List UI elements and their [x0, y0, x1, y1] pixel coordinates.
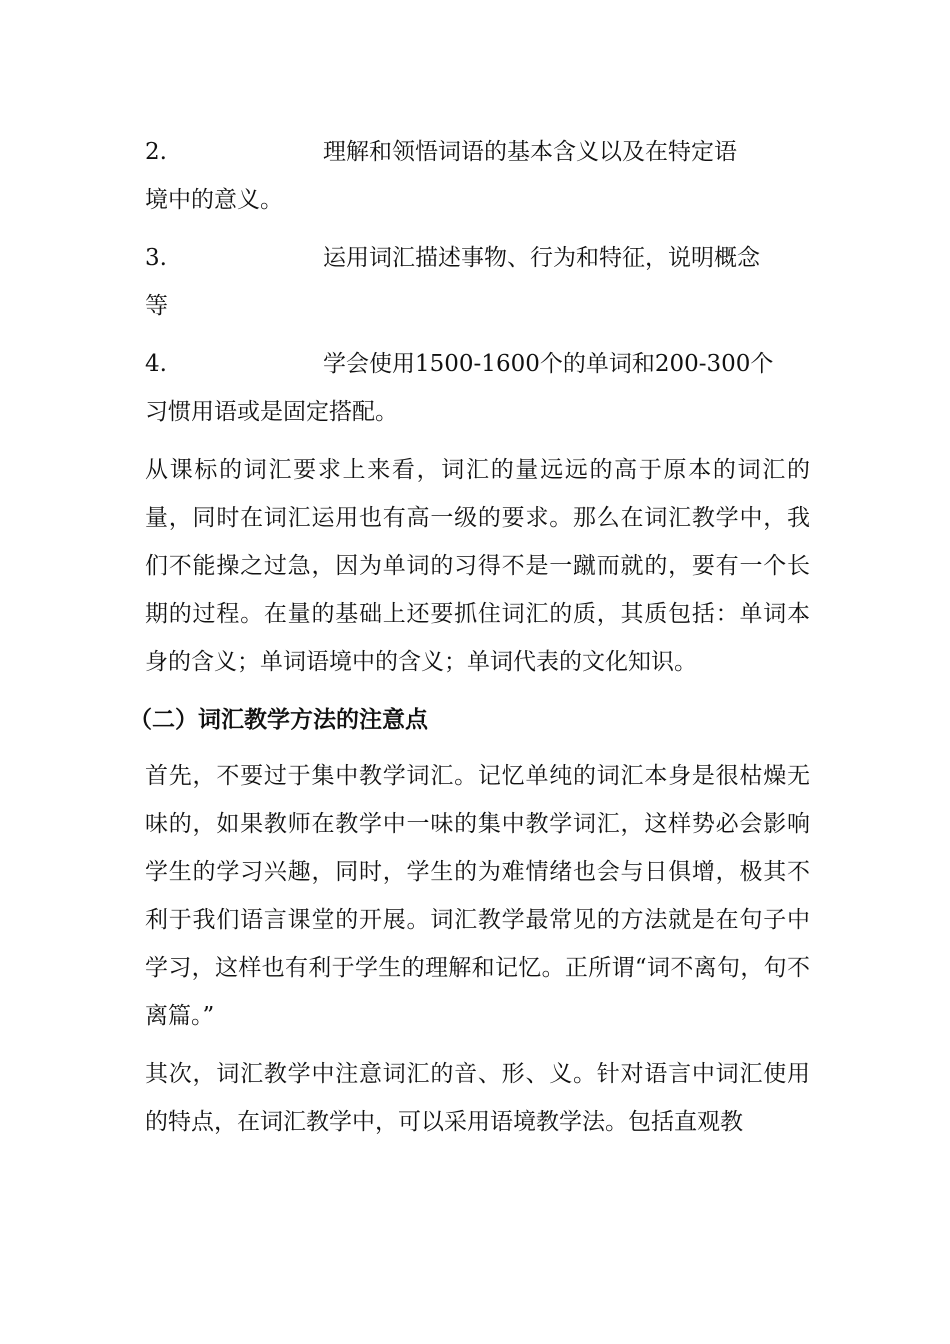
list-item-4 — [145, 340, 810, 436]
list-number: 3. — [145, 245, 167, 271]
paragraph-second-point: 其次，词汇教学中注意词汇的音、形、义。针对语言中词汇使用的特点，在词汇教学中，可以采用语境教学法。包括直观教 — [145, 1061, 810, 1135]
list-text-continuation: 等 — [145, 293, 168, 319]
paragraph-first-point: 首先，不要过于集中教学词汇。记忆单纯的词汇本身是很枯燥无味的，如果教师在教学中一味的集中教学词汇，这样势必会影响学生的学习兴趣，同时，学生的为难情绪也会与日俱增，极其不利于我们语言课堂的开展。词汇教学最常见的方法就是在句子中学习，这样也有利于学生的理解和记忆。正所谓“词不离句，句不离篇。” — [145, 763, 810, 1029]
list-text: 运用词汇描述事物、行为和特征，说明概念 — [323, 245, 760, 271]
list-text-continuation: 习惯用语或是固定搭配。 — [145, 399, 398, 425]
list-text: 理解和领悟词语的基本含义以及在特定语 — [323, 139, 737, 165]
list-number: 2. — [145, 139, 167, 165]
paragraph-curriculum-requirements: 从课标的词汇要求上来看，词汇的量远远的高于原本的词汇的量，同时在词汇运用也有高一级的要求。那么在词汇教学中，我们不能操之过急，因为单词的习得不是一蹴而就的，要有一个长期的过程。在量的基础上还要抓住词汇的质，其质包括：单词本身的含义；单词语境中的含义；单词代表的文化知识。 — [145, 457, 810, 675]
list-item-2 — [145, 128, 810, 224]
list-number: 4. — [145, 351, 167, 377]
list-item-3 — [145, 234, 810, 330]
list-text-continuation: 境中的意义。 — [145, 187, 283, 213]
section-heading: （二）词汇教学方法的注意点 — [129, 706, 428, 733]
list-text: 学会使用1500-1600个的单词和200-300个 — [323, 351, 774, 377]
document-body — [129, 128, 810, 1156]
